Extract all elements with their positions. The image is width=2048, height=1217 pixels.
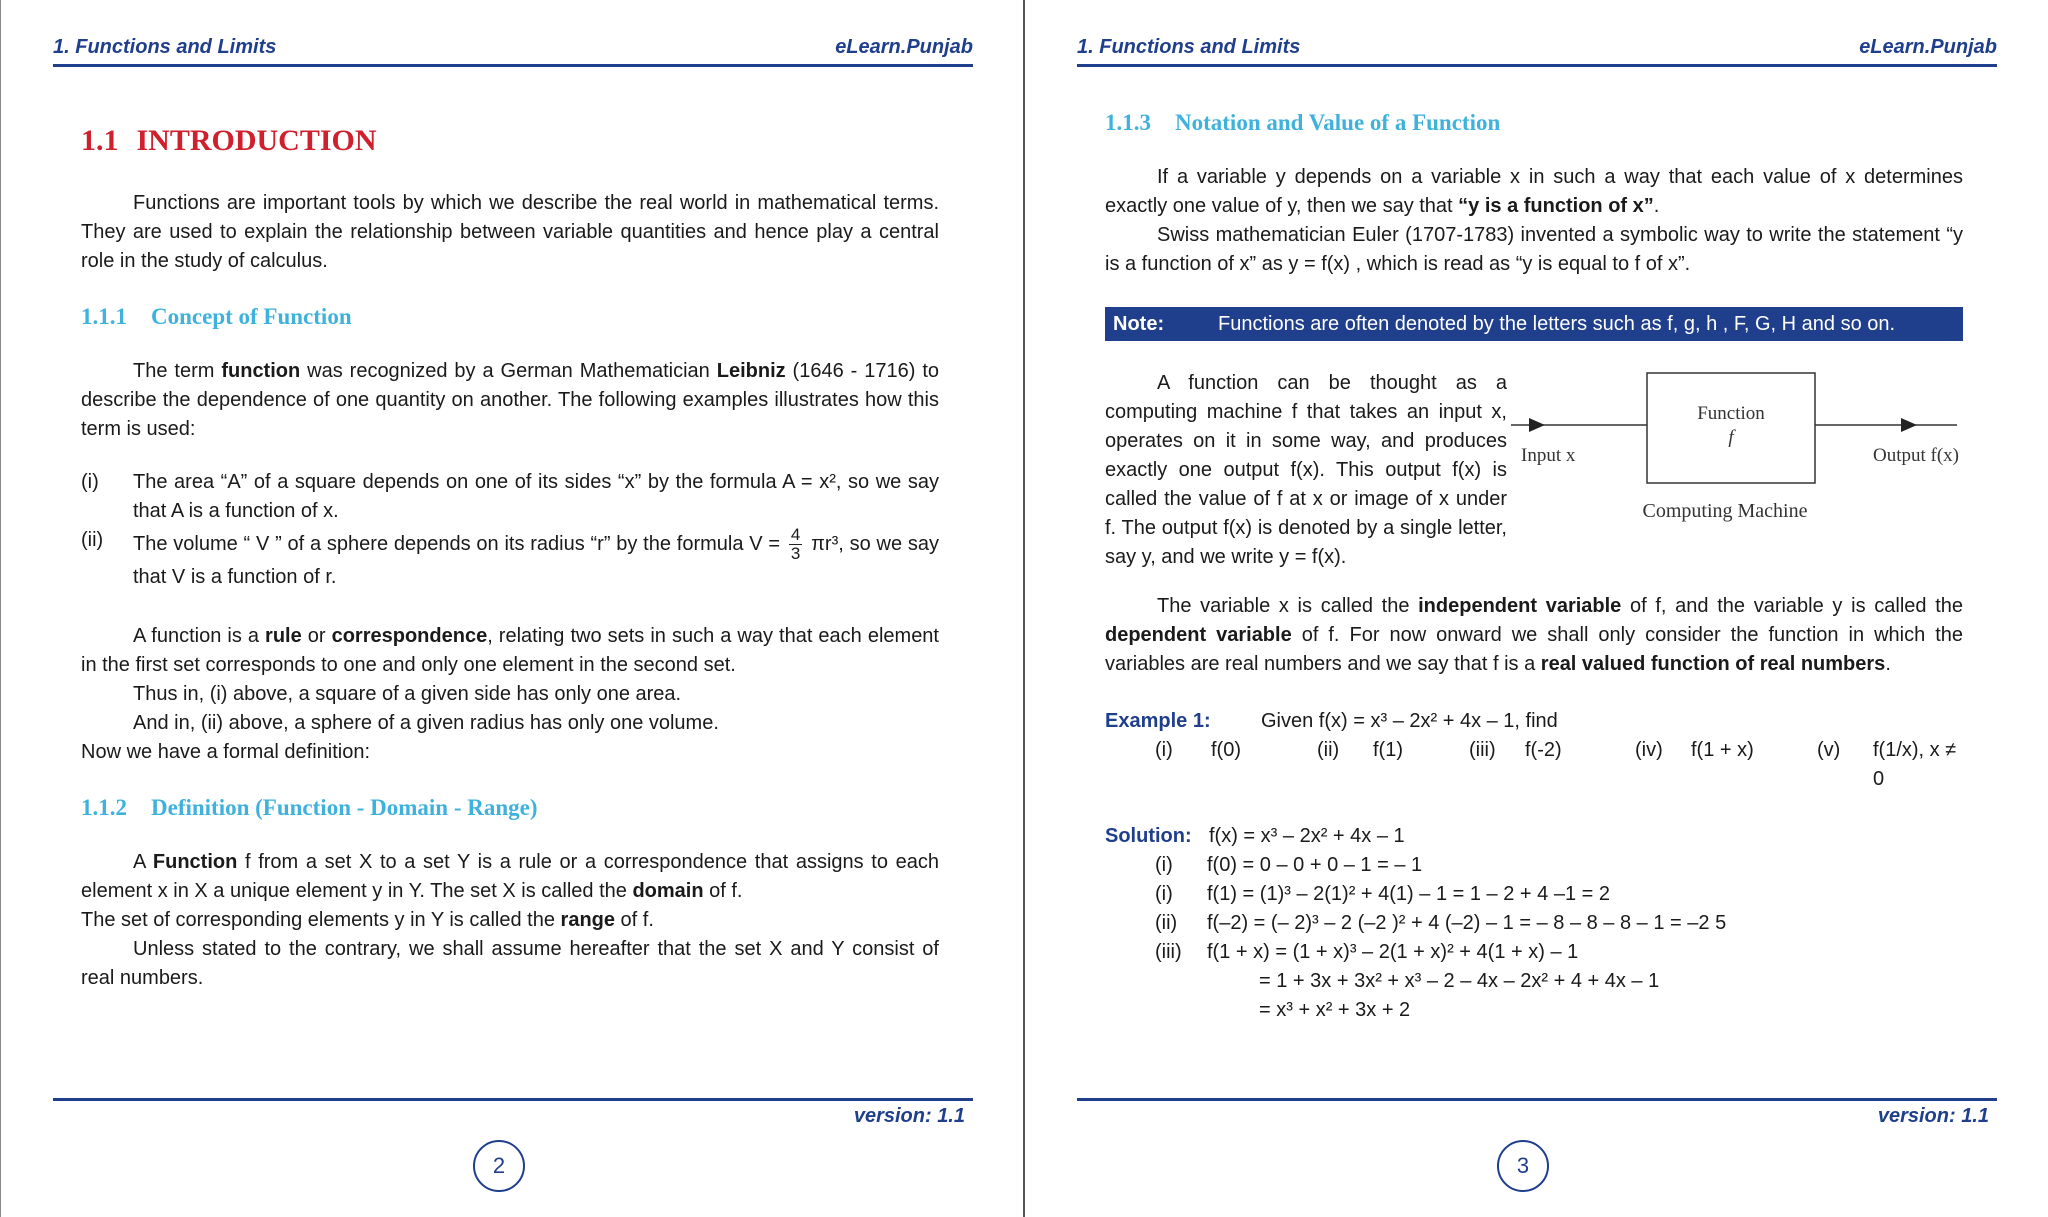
- left-content: [81, 120, 939, 993]
- example-block: [1105, 707, 1963, 794]
- solution-fx: f(x) = x³ – 2x² + 4x – 1: [1209, 825, 1405, 847]
- list-item: (ii) f(1): [1317, 739, 1403, 761]
- list-item: (i) f(0): [1155, 739, 1241, 761]
- page-footer: [53, 1098, 973, 1127]
- chapter-title: 1. Functions and Limits: [53, 36, 277, 58]
- right-page: [1025, 0, 2048, 1217]
- page-header: [53, 36, 973, 67]
- list-item: (v) f(1/x), x ≠ 0: [1817, 739, 1957, 790]
- machine-diagram-svg: [1507, 369, 1963, 549]
- page-number: 2: [473, 1140, 525, 1192]
- brand-name: eLearn.Punjab: [835, 36, 973, 58]
- function-machine-section: [1105, 369, 1963, 572]
- definition-paragraph: A Function f from a set X to a set Y is a rule or a correspondence that assigns to each element x in X a unique element y in Y. The set X is called the domain of f.: [81, 851, 939, 902]
- page-header: [1077, 36, 1997, 67]
- intro-paragraph: Functions are important tools by which we describe the real world in mathematical terms. They are used to explain the relationship between variable quantities and hence play a central role in the study of calculus.: [81, 192, 939, 272]
- solution-continuation: = 1 + 3x + 3x² + x³ – 2 – 4x – 2x² + 4 + 4x – 1: [1259, 970, 1660, 992]
- right-content: [1105, 108, 1963, 1025]
- input-label: Input x: [1521, 445, 1576, 466]
- section-heading: 1.1 INTRODUCTION: [81, 124, 377, 157]
- thus-line-2: And in, (ii) above, a sphere of a given radius has only one volume.: [133, 712, 719, 734]
- note-text: Functions are often denoted by the letters such as f, g, h , F, G, H and so on.: [1218, 313, 1896, 335]
- solution-step: (iii) f(1 + x) = (1 + x)³ – 2(1 + x)² + 4(1 + x) – 1: [1155, 941, 1579, 963]
- unless-paragraph: Unless stated to the contrary, we shall assume hereafter that the set X and Y consist of real numbers.: [81, 938, 939, 989]
- example-given: Given f(x) = x³ – 2x² + 4x – 1, find: [1261, 710, 1558, 732]
- page-number: 3: [1497, 1140, 1549, 1192]
- list-item: (i) The area “A” of a square depends on one of its sides “x” by the formula A = x², so we say that A is a function of x.: [81, 471, 939, 522]
- rule-paragraph: A function is a rule or correspondence, relating two sets in such a way that each element in the first set corresponds to one and only one element in the second set.: [81, 625, 939, 676]
- note-label: Note:: [1113, 313, 1165, 335]
- brand-name: eLearn.Punjab: [1859, 36, 1997, 58]
- list-item: (iv) f(1 + x): [1635, 739, 1754, 761]
- page-footer: [1077, 1098, 1997, 1127]
- example-label: Example 1:: [1105, 710, 1211, 732]
- machine-paragraph: A function can be thought as a computing machine f that takes an input x, operates on it in some way, and produces exactly one output f(x). This output f(x) is called the value of f at x or image of x under f. The output f(x) is denoted by a single letter, say y, and we write y = f(x).: [1105, 372, 1507, 568]
- concept-paragraph: The term function was recognized by a German Mathematician Leibniz (1646 - 1716) to describe the dependence of one quantity on another. The following examples illustrates how this term is used:: [81, 360, 940, 440]
- solution-block: [1105, 822, 1963, 1025]
- solution-step: (ii) f(–2) = (– 2)³ – 2 (–2 )² + 4 (–2) – 1 = – 8 – 8 – 8 – 1 = –2 5: [1155, 912, 1727, 934]
- input-arrowhead-icon: [1529, 418, 1545, 432]
- euler-paragraph: Swiss mathematician Euler (1707-1783) invented a symbolic way to write the statement “y is a function of x” as y = f(x) , which is read as “y is equal to f of x”.: [1105, 224, 1963, 275]
- variable-paragraph: The variable x is called the independent variable of f, and the variable y is called the dependent variable of f. For now onward we shall only consider the function in which the variables are real numbers and we say that f is a real valued function of real numbers.: [1105, 595, 1963, 675]
- formal-line: Now we have a formal definition:: [81, 741, 371, 763]
- version-label: version: 1.1: [853, 1105, 965, 1127]
- output-arrowhead-icon: [1901, 418, 1917, 432]
- solution-label: Solution:: [1105, 825, 1192, 847]
- computing-machine-diagram: [1507, 369, 1963, 569]
- chapter-title: 1. Functions and Limits: [1077, 36, 1301, 58]
- box-subtitle: f: [1728, 427, 1734, 448]
- version-label: version: 1.1: [1877, 1105, 1989, 1127]
- solution-continuation: = x³ + x² + 3x + 2: [1259, 999, 1411, 1021]
- range-paragraph: The set of corresponding elements y in Y is called the range of f.: [81, 909, 654, 931]
- output-label: Output f(x): [1872, 445, 1959, 466]
- note-banner: [1105, 307, 1963, 341]
- subsection-heading-1-1-3: 1.1.3 Notation and Value of a Function: [1105, 110, 1501, 135]
- diagram-caption: Computing Machine: [1642, 500, 1808, 522]
- subsection-heading-1-1-1: 1.1.1 Concept of Function: [81, 304, 352, 329]
- list-item: (ii) The volume “ V ” of a sphere depends on its radius “r” by the formula V = $\frac{4}{3}$ πr³, so we say that V is a function of r.: [81, 525, 939, 588]
- solution-step: (i) f(1) = (1)³ – 2(1)² + 4(1) – 1 = 1 – 2 + 4 –1 = 2: [1155, 883, 1610, 905]
- examples-list: [81, 468, 939, 592]
- box-title: Function: [1697, 403, 1765, 424]
- list-item: (iii) f(-2): [1469, 739, 1562, 761]
- thus-line-1: Thus in, (i) above, a square of a given side has only one area.: [133, 683, 682, 705]
- subsection-heading-1-1-2: 1.1.2 Definition (Function - Domain - Range): [81, 795, 538, 820]
- solution-step: (i) f(0) = 0 – 0 + 0 – 1 = – 1: [1155, 854, 1423, 876]
- notation-paragraph: If a variable y depends on a variable x in such a way that each value of x determines exactly one value of y, then we say that “y is a function of x”.: [1105, 166, 1963, 217]
- fraction: $\frac{4}{3}$: [790, 525, 801, 563]
- example-parts: [1105, 736, 1963, 794]
